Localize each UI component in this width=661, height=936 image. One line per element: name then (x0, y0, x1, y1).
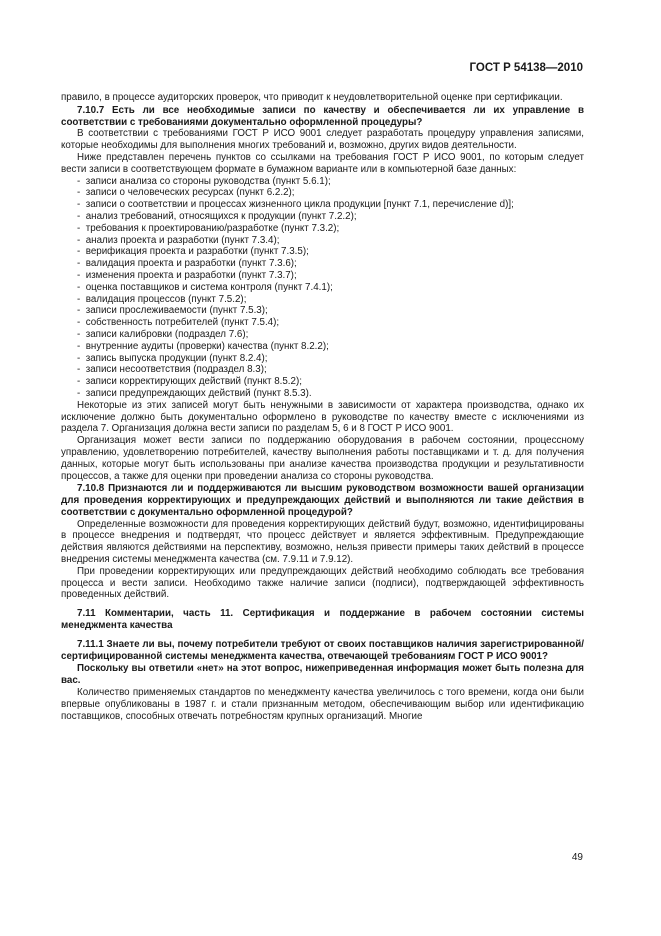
list-item: - записи о человеческих ресурсах (пункт 6.2.2); (77, 187, 584, 199)
list-item: - записи анализа со стороны руководства (пункт 5.6.1); (77, 176, 584, 188)
section-heading-7-10-8: 7.10.8 Признаются ли и поддерживаются ли высшим руководством возможности вашей организации для проведения корректирующих и предупреждающих действий и выполняются ли такие действия в соответствии с документально оформленной процедурой? (61, 483, 584, 518)
paragraph: Определенные возможности для проведения корректирующих действий будут, возможно, идентифицированы в процессе внедрения и подтвердят, что процесс действует и является эффективным. Предупреждающие действия являются действиями на перспективу, возможно, нельзя привести примеры таких действий в процессе внедрения системы менеджмента качества (см. 7.9.11 и 7.9.12). (61, 518, 584, 566)
list-item: - записи калибровки (подраздел 7.6); (77, 329, 584, 341)
paragraph: Организация может вести записи по поддержанию оборудования в рабочем состоянии, процессному управлению, удовлетворению потребителей, качеству выполнения работы поставщиками и т. д. для получения данных, которые могут быть использованы при анализе качества производства продукции и результативности процессов, а также для оценки при проведении анализа со стороны руководства. (61, 435, 584, 482)
section-heading-7-10-7: 7.10.7 Есть ли все необходимые записи по качеству и обеспечивается ли их управление в соответствии с требованиями документально оформленной процедуры? (61, 104, 584, 128)
list-item: - верификация проекта и разработки (пункт 7.3.5); (77, 246, 584, 258)
list-item: - требования к проектированию/разработке (пункт 7.3.2); (77, 223, 584, 235)
list-item: - валидация проекта и разработки (пункт 7.3.6); (77, 258, 584, 270)
list-item: - валидация процессов (пункт 7.5.2); (77, 294, 584, 306)
list-item: - анализ требований, относящихся к продукции (пункт 7.2.2); (77, 211, 584, 223)
list-item: - изменения проекта и разработки (пункт 7.3.7); (77, 270, 584, 282)
list-item: - запись выпуска продукции (пункт 8.2.4); (77, 353, 584, 365)
paragraph: При проведении корректирующих или предупреждающих действий необходимо соблюдать все требования процесса и вести записи. Необходимо также наличие записи (подписи), подтверждающей эффективность проведенных действий. (61, 565, 584, 601)
bold-note: Поскольку вы ответили «нет» на этот вопрос, нижеприведенная информация может быть полезна для вас. (61, 663, 584, 687)
list-item: - собственность потребителей (пункт 7.5.4); (77, 317, 584, 329)
paragraph: правило, в процессе аудиторских проверок, что приводит к неудовлетворительной оценке при сертификации. (61, 92, 563, 103)
page-content (61, 92, 584, 722)
list-item: - анализ проекта и разработки (пункт 7.3.4); (77, 235, 584, 247)
section-heading-7-11: 7.11 Комментарии, часть 11. Сертификация и поддержание в рабочем состоянии системы менеджмента качества (61, 608, 584, 632)
paragraph: Некоторые из этих записей могут быть ненужными в зависимости от характера производства, однако их исключение должно быть документально оформлено в руководстве по качеству вместе с исключениями из раздела 7. Организация должна вести записи по разделам 5, 6 и 8 ГОСТ Р ИСО 9001. (61, 399, 584, 435)
paragraph: Ниже представлен перечень пунктов со ссылками на требования ГОСТ Р ИСО 9001, по которым следует вести записи в соответствующем формате в бумажном варианте или в компьютерной базе данных: (61, 151, 584, 175)
page-number: 49 (571, 852, 583, 863)
section-heading-7-11-1: 7.11.1 Знаете ли вы, почему потребители требуют от своих поставщиков наличия зарегистрированной/сертифицированной системы менеджмента качества, отвечающей требованиям ГОСТ Р ИСО 9001? (61, 638, 584, 662)
records-list (61, 176, 584, 400)
paragraph: В соответствии с требованиями ГОСТ Р ИСО 9001 следует разработать процедуру управления записями, которые необходимы для выполнения многих требований и, возможно, других видов деятельности. (61, 128, 584, 152)
list-item: - записи предупреждающих действий (пункт 8.5.3). (77, 388, 584, 400)
list-item: - записи корректирующих действий (пункт 8.5.2); (77, 376, 584, 388)
list-item: - оценка поставщиков и система контроля (пункт 7.4.1); (77, 282, 584, 294)
list-item: - записи прослеживаемости (пункт 7.5.3); (77, 305, 584, 317)
list-item: - записи несоответствия (подраздел 8.3); (77, 364, 584, 376)
list-item: - внутренние аудиты (проверки) качества (пункт 8.2.2); (77, 341, 584, 353)
document-header: ГОСТ Р 54138—2010 (469, 62, 583, 74)
list-item: - записи о соответствии и процессах жизненного цикла продукции [пункт 7.1, перечисление d)]; (77, 199, 584, 211)
paragraph: Количество применяемых стандартов по менеджменту качества увеличилось с того времени, когда они были впервые опубликованы в 1987 г. и стали признанным методом, обеспечивающим выбор или идентификацию поставщиков, способных отвечать потребностям крупных организаций. Многие (61, 687, 584, 722)
